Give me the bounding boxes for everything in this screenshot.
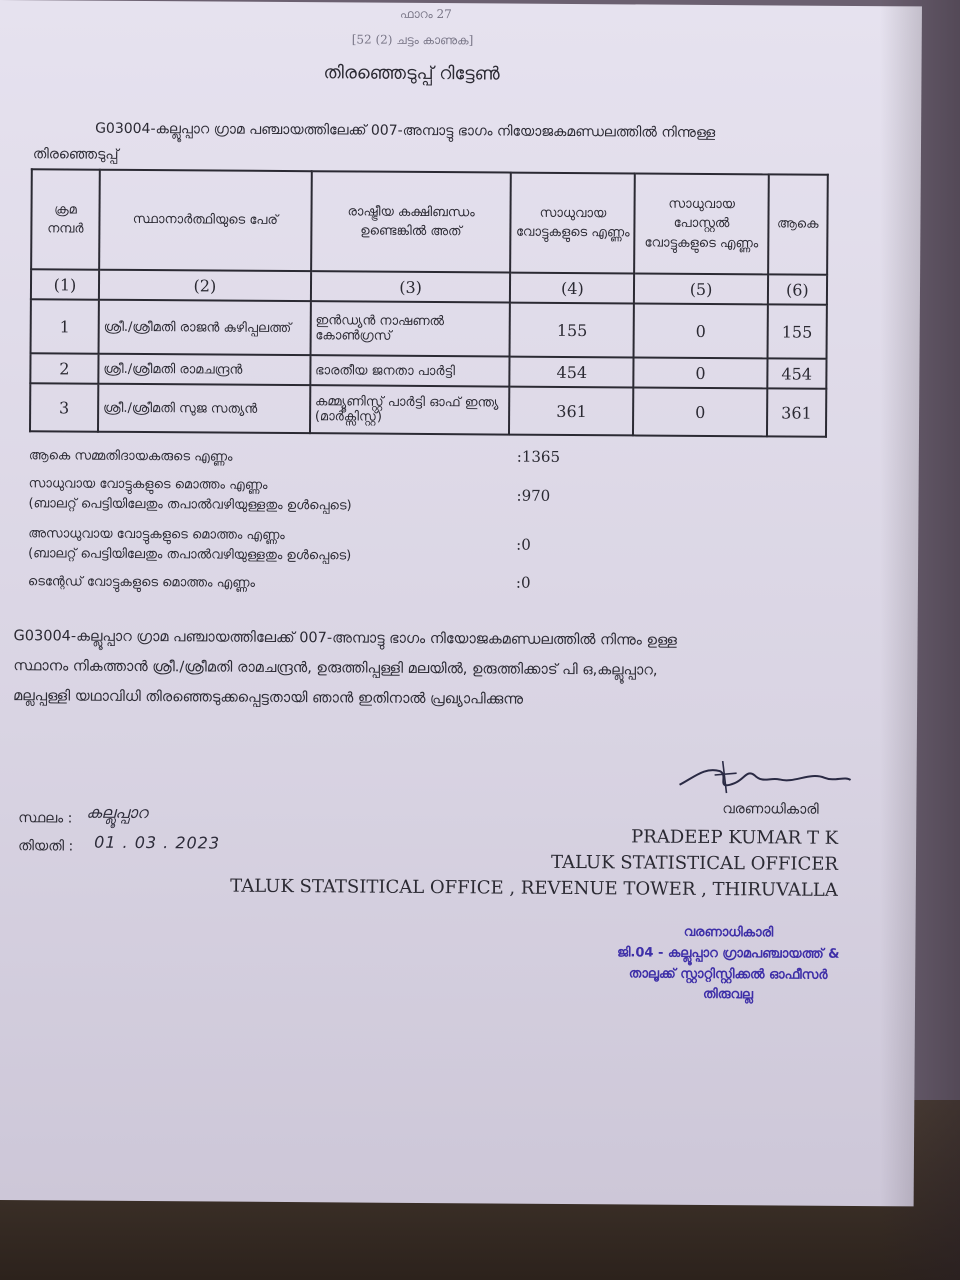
officer-designation: TALUK STATISTICAL OFFICER	[550, 851, 839, 875]
summary-valid-votes-note: (ബാലറ്റ് പെട്ടിയിലേതും തപാൽവഴിയുള്ളതും ഉൾപ്പെടെ)	[28, 496, 352, 514]
place-value-handwritten: കല്ലൂപ്പാറ	[86, 802, 148, 823]
row-serial: 3	[30, 383, 98, 431]
header-candidate: സ്ഥാനാർത്ഥിയുടെ പേര്	[99, 170, 311, 271]
row-serial: 2	[30, 353, 98, 383]
row-valid-votes: 454	[510, 357, 634, 388]
col-num: (4)	[510, 273, 634, 304]
row-total: 155	[767, 304, 827, 358]
row-party: ഇൻഡ്യൻ നാഷണൽ കോൺഗ്രസ്	[310, 301, 510, 356]
col-num: (5)	[634, 273, 767, 304]
document-title: തിരഞ്ഞെടുപ്പ് റിട്ടേൺ	[323, 62, 500, 85]
stamp-line-1: വരണാധികാരി	[683, 924, 774, 941]
declaration-line-2: സ്ഥാനം നികത്താൻ ശ്രീ./ശ്രീമതി രാമചന്ദ്രൻ, ഉരുത്തിപ്പള്ളി മലയിൽ, ഉരുത്തിക്കാട് പി ഒ,കല്ലൂപ്പാറ,	[13, 658, 658, 679]
row-candidate: ശ്രീ./ശ്രീമതി രാജൻ കുഴിപ്പലത്ത്	[99, 300, 311, 355]
row-postal-votes: 0	[634, 357, 767, 388]
form-number: ഫാറം 27	[399, 6, 452, 22]
declaration-line-1: G03004-കല്ലൂപ്പാറ ഗ്രാമ പഞ്ചായത്തിലേക്ക് 007-അമ്പാട്ടു ഭാഗം നിയോജകമണ്ഡലത്തിൽ നിന്നും ഉള്ള	[13, 628, 677, 649]
summary-valid-votes-label: സാധുവായ വോട്ടുകളുടെ മൊത്തം എണ്ണം	[28, 476, 268, 493]
official-stamp	[583, 922, 874, 1007]
declaration-line-3: മല്ലപ്പള്ളി യഥാവിധി തിരഞ്ഞെടുക്കപ്പെട്ടതായി ഞാൻ ഇതിനാൽ പ്രഖ്യാപിക്കുന്നു	[13, 688, 524, 708]
table-row	[30, 383, 826, 437]
col-num: (3)	[311, 271, 511, 302]
place-label: സ്ഥലം :	[18, 810, 73, 827]
summary-tendered-votes-value: :0	[515, 573, 531, 592]
summary-total-electors-label: ആകെ സമ്മതിദായകരുടെ എണ്ണം	[28, 448, 233, 465]
summary-valid-votes-value: :970	[516, 486, 551, 505]
summary-invalid-votes-note: (ബാലറ്റ് പെട്ടിയിലേതും തപാൽവഴിയുള്ളതും ഉൾപ്പെടെ)	[28, 546, 352, 564]
col-num: (6)	[768, 274, 828, 304]
summary-invalid-votes-label: അസാധുവായ വോട്ടുകളുടെ മൊത്തം എണ്ണം	[28, 526, 285, 544]
row-party: ഭാരതീയ ജനതാ പാർട്ടി	[310, 355, 510, 386]
officer-title-ml: വരണാധികാരി	[722, 801, 819, 818]
intro-line-2: തിരഞ്ഞെടുപ്പ്	[32, 146, 119, 163]
rule-reference: [52 (2) ചട്ടം കാണുക]	[351, 32, 474, 48]
row-total: 454	[767, 358, 827, 388]
header-party: രാഷ്ട്രീയ കക്ഷിബന്ധം ഉണ്ടെങ്കിൽ അത്	[311, 171, 511, 272]
row-valid-votes: 155	[510, 303, 634, 358]
table-header-row	[31, 169, 828, 275]
results-table	[29, 168, 829, 438]
stamp-line-4: തിരുവല്ല	[703, 987, 754, 1003]
stamp-line-3: താലൂക്ക് സ്റ്റാറ്റിസ്റ്റിക്കൽ ഓഫീസർ	[628, 966, 828, 983]
table-row	[31, 299, 827, 359]
col-num: (2)	[99, 270, 311, 301]
header-postal-votes: സാധുവായ പോസ്റ്റൽ വോട്ടുകളുടെ എണ്ണം	[635, 173, 769, 274]
date-label: തിയതി :	[18, 838, 74, 855]
stamp-line-2: ജി.04 - കല്ലൂപ്പാറ ഗ്രാമപഞ്ചായത്ത് &	[617, 945, 840, 962]
intro-line-1: G03004-കല്ലൂപ്പാറ ഗ്രാമ പഞ്ചായത്തിലേക്ക് 007-അമ്പാട്ടു ഭാഗം നിയോജകമണ്ഡലത്തിൽ നിന്നുള്ള	[95, 120, 716, 141]
summary-total-electors-value: :1365	[516, 447, 561, 466]
row-postal-votes: 0	[633, 387, 767, 436]
header-total: ആകെ	[768, 174, 828, 274]
row-postal-votes: 0	[634, 303, 768, 358]
office-address: TALUK STATSITICAL OFFICE , REVENUE TOWER , THIRUVALLA	[230, 875, 838, 901]
header-valid-votes: സാധുവായ വോട്ടുകളുടെ എണ്ണം	[511, 173, 636, 274]
row-valid-votes: 361	[509, 387, 633, 436]
row-total: 361	[767, 388, 827, 436]
summary-tendered-votes-label: ടെന്റേഡ് വോട്ടുകളുടെ മൊത്തം എണ്ണം	[27, 574, 256, 591]
signature	[674, 757, 854, 798]
row-candidate: ശ്രീ./ശ്രീമതി സുജ സത്യൻ	[98, 384, 310, 433]
row-serial: 1	[31, 299, 99, 353]
summary-invalid-votes-value: :0	[516, 535, 531, 554]
row-party: കമ്മ്യൂണിസ്റ്റ് പാർട്ടി ഓഫ് ഇന്ത്യ (മാർക്സിസ്റ്റ്)	[310, 385, 510, 434]
row-candidate: ശ്രീ./ശ്രീമതി രാമചന്ദ്രൻ	[98, 354, 310, 385]
header-serial: ക്രമ നമ്പർ	[31, 169, 100, 269]
col-num: (1)	[31, 269, 99, 299]
officer-name: PRADEEP KUMAR T K	[631, 826, 839, 849]
date-value-handwritten: 01 . 03 . 2023	[94, 832, 221, 853]
